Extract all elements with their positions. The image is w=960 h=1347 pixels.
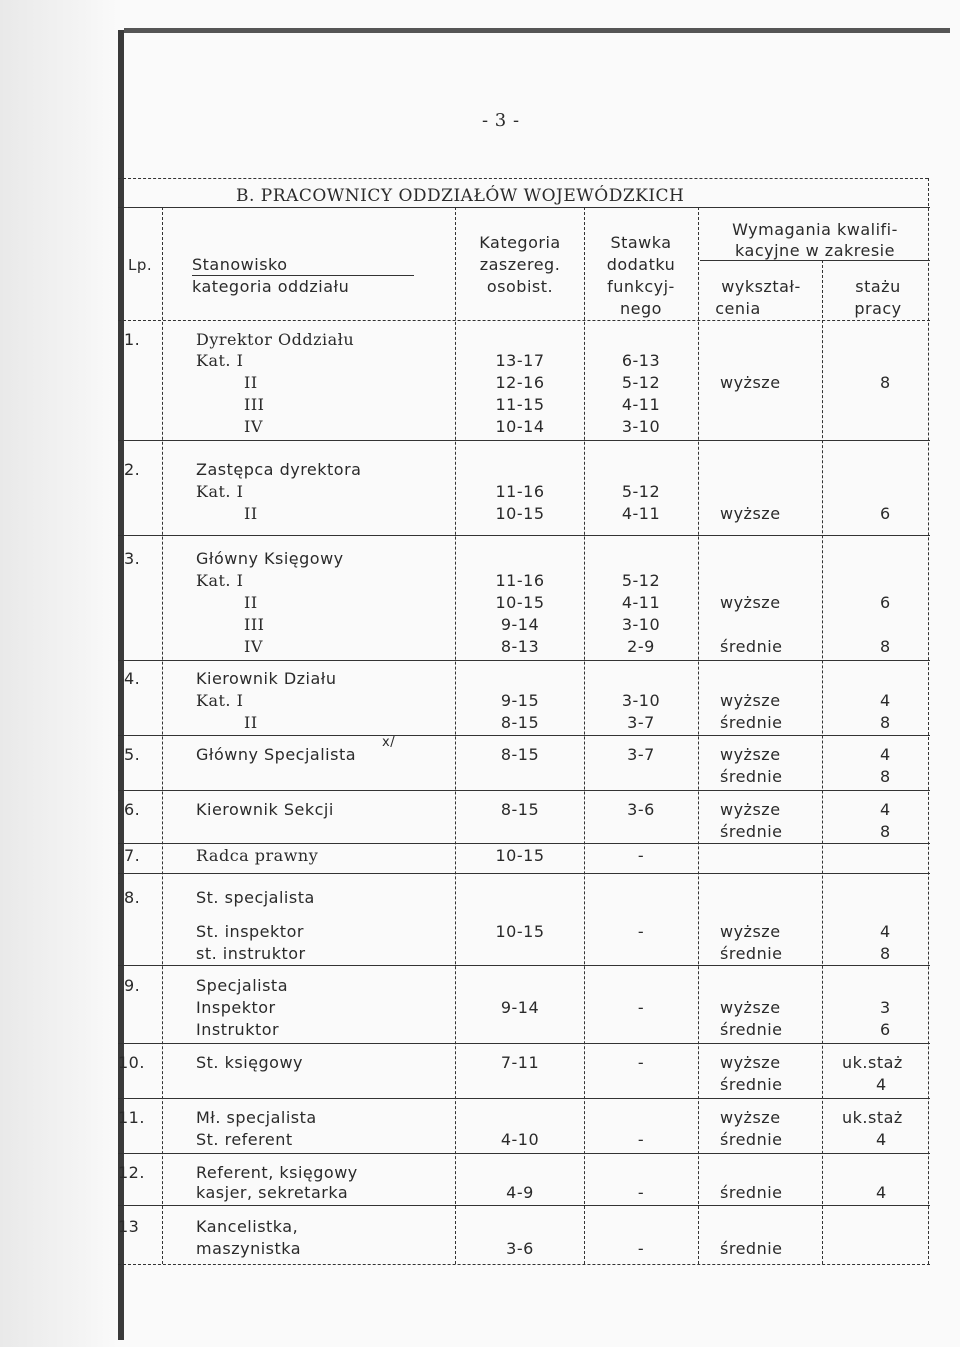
header-staz-1: stażu (855, 277, 901, 296)
row-separator (118, 1205, 930, 1206)
row-1-stawka: 4-11 (621, 395, 661, 414)
stanowisko-underline (192, 275, 414, 276)
scan-left-margin (0, 0, 118, 1347)
row-3-kat: 9-14 (500, 615, 540, 634)
row-9-title: Instruktor (196, 1020, 280, 1039)
row-2-staz: 6 (880, 504, 891, 523)
row-8-kat: 10-15 (495, 922, 545, 941)
row-6-lp: 6. (124, 800, 141, 819)
row-10-lp: 10. (118, 1053, 145, 1072)
row-12-staz: 4 (876, 1183, 887, 1202)
row-4-kat: 9-15 (500, 691, 540, 710)
row-8-staz: 8 (880, 944, 891, 963)
row-6-title: Kierownik Sekcji (196, 800, 334, 819)
row-separator (118, 535, 930, 536)
row-4-lp: 4. (124, 669, 141, 688)
row-4-stawka: 3-7 (627, 713, 655, 732)
row-1-kat: 11-15 (495, 395, 545, 414)
col-divider-wyksztalcenie (822, 260, 823, 1264)
row-1-pos: III (244, 395, 265, 414)
row-13-kat: 3-6 (506, 1239, 534, 1258)
row-10-title: St. księgowy (196, 1053, 303, 1072)
row-7-kat: 10-15 (495, 846, 545, 865)
title-underline (118, 207, 930, 208)
row-2-wyksztalcenie: wyższe (720, 504, 781, 523)
row-9-kat: 9-14 (500, 998, 540, 1017)
row-10-stawka: - (637, 1053, 645, 1072)
row-12-stawka: - (637, 1183, 645, 1202)
row-3-stawka: 5-12 (621, 571, 661, 590)
row-separator (118, 1043, 930, 1044)
row-5-lp: 5. (124, 745, 141, 764)
row-6-staz: 4 (880, 800, 891, 819)
row-3-wyksztalcenie: średnie (720, 637, 783, 656)
row-9-lp: 9. (124, 976, 141, 995)
header-kategoria-1: Kategoria (479, 233, 561, 252)
row-3-stawka: 3-10 (621, 615, 661, 634)
row-6-stawka: 3-6 (627, 800, 655, 819)
row-3-kat: 8-13 (500, 637, 540, 656)
row-9-wyksztalcenie: średnie (720, 1020, 783, 1039)
row-11-stawka: - (637, 1130, 645, 1149)
row-7-title: Radca prawny (196, 846, 319, 865)
row-5-wyksztalcenie: średnie (720, 767, 783, 786)
row-3-wyksztalcenie: wyższe (720, 593, 781, 612)
row-11-wyksztalcenie: wyższe (720, 1108, 781, 1127)
row-1-kat: 12-16 (495, 373, 545, 392)
row-5-staz: 8 (880, 767, 891, 786)
row-8-lp: 8. (124, 888, 141, 907)
row-separator (118, 873, 930, 874)
row-2-stawka: 5-12 (621, 482, 661, 501)
row-10-staz: 4 (876, 1075, 887, 1094)
row-6-wyksztalcenie: wyższe (720, 800, 781, 819)
row-9-staz: 3 (880, 998, 891, 1017)
row-11-title: St. referent (196, 1130, 293, 1149)
header-stawka-3: funkcyj- (607, 277, 675, 296)
row-9-title: Specjalista (196, 976, 289, 995)
header-stawka-2: dodatku (606, 255, 676, 274)
row-1-kat: 10-14 (495, 417, 545, 436)
wymagania-underline (700, 260, 930, 261)
row-12-kat: 4-9 (506, 1183, 534, 1202)
row-6-kat: 8-15 (500, 800, 540, 819)
table-top-border (118, 178, 928, 179)
row-3-lp: 3. (124, 549, 141, 568)
row-5-kat: 8-15 (500, 745, 540, 764)
row-11-staz: 4 (876, 1130, 887, 1149)
row-4-pos: II (244, 713, 258, 732)
row-4-wyksztalcenie: średnie (720, 713, 783, 732)
row-separator (118, 965, 930, 966)
row-separator (118, 660, 930, 661)
row-3-title: Główny Księgowy (196, 549, 344, 568)
header-kategoria-3: osobist. (486, 277, 554, 296)
row-3-stawka: 4-11 (621, 593, 661, 612)
header-stanowisko: Stanowisko (192, 255, 288, 274)
header-wymagania-1: Wymagania kwalifi- (732, 220, 898, 239)
row-2-stawka: 4-11 (621, 504, 661, 523)
row-1-wyksztalcenie: wyższe (720, 373, 781, 392)
row-12-lp: 12. (118, 1163, 145, 1182)
row-12-title: kasjer, sekretarka (196, 1183, 349, 1202)
row-2-lp: 2. (124, 460, 141, 479)
row-8-wyksztalcenie: wyższe (720, 922, 781, 941)
row-8-title: st. instruktor (196, 944, 306, 963)
header-stawka-4: nego (620, 299, 662, 318)
header-wyksztalcenie-1: wykształ- (721, 277, 801, 296)
row-3-staz: 6 (880, 593, 891, 612)
header-wyksztalcenie-2: cenia (715, 299, 761, 318)
row-1-kat: 13-17 (495, 351, 545, 370)
row-13-wyksztalcenie: średnie (720, 1239, 783, 1258)
row-4-kat: 8-15 (500, 713, 540, 732)
row-9-staz: 6 (880, 1020, 891, 1039)
row-5-footnote-mark: x/ (382, 735, 396, 750)
row-3-pos: II (244, 593, 258, 612)
row-1-stawka: 5-12 (621, 373, 661, 392)
row-4-staz: 8 (880, 713, 891, 732)
row-7-stawka: - (637, 846, 645, 865)
row-13-title: Kancelistka, (196, 1217, 299, 1236)
row-13-stawka: - (637, 1239, 645, 1258)
row-11-kat: 4-10 (500, 1130, 540, 1149)
row-1-title: Dyrektor Oddziału (196, 330, 355, 349)
row-2-title: Zastępca dyrektora (196, 460, 362, 479)
header-staz-2: pracy (854, 299, 902, 318)
table-bottom-border (118, 1264, 930, 1265)
row-1-pos: IV (244, 417, 263, 436)
scan-top-edge (124, 28, 950, 33)
row-8-title: St. inspektor (196, 922, 304, 941)
row-6-wyksztalcenie: średnie (720, 822, 783, 841)
row-1-lp: 1. (124, 330, 141, 349)
row-8-staz: 4 (880, 922, 891, 941)
row-7-lp: 7. (124, 846, 141, 865)
header-kategoria-2: zaszereg. (479, 255, 561, 274)
row-10-wyksztalcenie: średnie (720, 1075, 783, 1094)
row-separator (118, 1098, 930, 1099)
row-separator (118, 790, 930, 791)
row-13-lp: 13 (118, 1217, 140, 1236)
row-4-pos: Kat. I (196, 691, 244, 710)
row-11-title: Mł. specjalista (196, 1108, 317, 1127)
header-kategoria-oddzialu: kategoria oddziału (192, 277, 350, 296)
header-bottom-border (118, 320, 930, 321)
row-6-staz: 8 (880, 822, 891, 841)
row-8-wyksztalcenie: średnie (720, 944, 783, 963)
row-12-wyksztalcenie: średnie (720, 1183, 783, 1202)
row-separator (118, 440, 930, 441)
page-number: - 3 - (482, 110, 520, 131)
row-2-pos: Kat. I (196, 482, 244, 501)
row-12-title: Referent, księgowy (196, 1163, 358, 1182)
row-separator (118, 843, 930, 844)
row-10-staz: uk.staż (842, 1053, 903, 1072)
row-3-kat: 10-15 (495, 593, 545, 612)
row-separator (118, 1153, 930, 1154)
row-1-pos: Kat. I (196, 351, 244, 370)
row-3-kat: 11-16 (495, 571, 545, 590)
row-5-title: Główny Specjalista (196, 745, 357, 764)
header-lp: Lp. (128, 256, 153, 274)
row-4-stawka: 3-10 (621, 691, 661, 710)
row-11-lp: 11. (118, 1108, 145, 1127)
row-2-kat: 10-15 (495, 504, 545, 523)
row-9-stawka: - (637, 998, 645, 1017)
row-10-wyksztalcenie: wyższe (720, 1053, 781, 1072)
row-9-title: Inspektor (196, 998, 276, 1017)
row-8-title: St. specjalista (196, 888, 315, 907)
row-3-pos: Kat. I (196, 571, 244, 590)
row-5-wyksztalcenie: wyższe (720, 745, 781, 764)
row-3-pos: III (244, 615, 265, 634)
header-wymagania-2: kacyjne w zakresie (735, 241, 895, 260)
row-5-stawka: 3-7 (627, 745, 655, 764)
row-11-wyksztalcenie: średnie (720, 1130, 783, 1149)
row-2-pos: II (244, 504, 258, 523)
row-separator (118, 735, 930, 736)
row-10-kat: 7-11 (500, 1053, 540, 1072)
row-4-staz: 4 (880, 691, 891, 710)
section-title: B. PRACOWNICY ODDZIAŁÓW WOJEWÓDZKICH (236, 186, 685, 206)
row-1-staz: 8 (880, 373, 891, 392)
table-right-border (928, 178, 929, 1264)
row-3-stawka: 2-9 (627, 637, 655, 656)
row-3-staz: 8 (880, 637, 891, 656)
row-4-wyksztalcenie: wyższe (720, 691, 781, 710)
header-stawka-1: Stawka (610, 233, 672, 252)
row-5-staz: 4 (880, 745, 891, 764)
row-1-stawka: 6-13 (621, 351, 661, 370)
row-8-stawka: - (637, 922, 645, 941)
row-2-kat: 11-16 (495, 482, 545, 501)
row-9-wyksztalcenie: wyższe (720, 998, 781, 1017)
row-3-pos: IV (244, 637, 263, 656)
row-11-staz: uk.staż (842, 1108, 903, 1127)
row-1-stawka: 3-10 (621, 417, 661, 436)
row-4-title: Kierownik Działu (196, 669, 337, 688)
row-13-title: maszynistka (196, 1239, 302, 1258)
row-1-pos: II (244, 373, 258, 392)
